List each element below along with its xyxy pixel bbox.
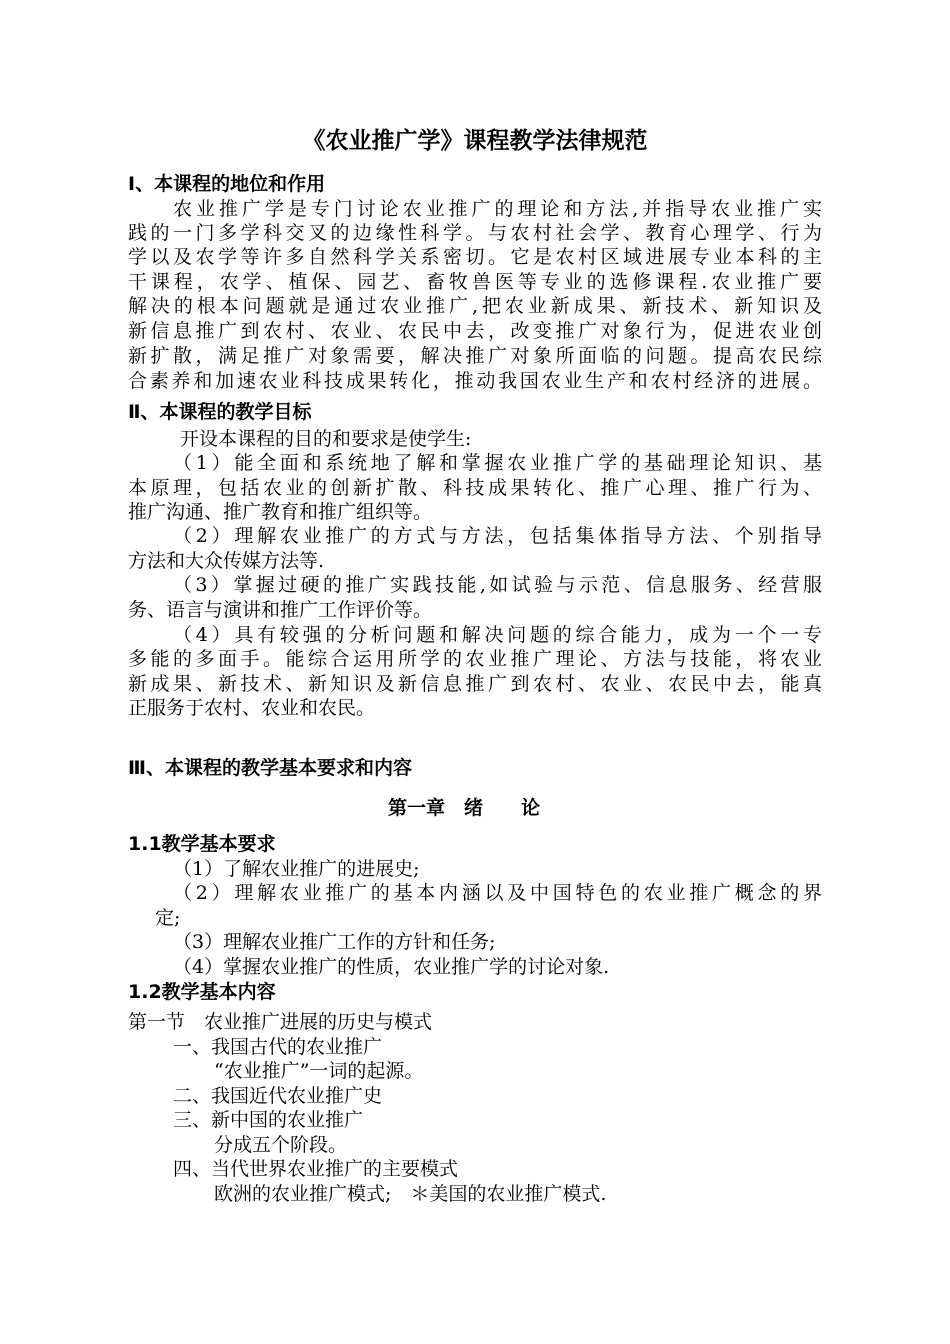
requirement-line: （2）理解农业推广的基本内涵以及中国特色的农业推广概念的界 (173, 882, 822, 904)
paragraph-line: 开设本课程的目的和要求是使学生: (180, 428, 472, 450)
requirement-line: （1）了解农业推广的进展史; (173, 858, 420, 880)
paragraph-line: 方法和大众传媒方法等. (128, 550, 325, 572)
document-title: 《农业推广学》课程教学法律规范 (302, 128, 648, 154)
requirement-line: （3）理解农业推广工作的方针和任务; (173, 931, 496, 953)
section-2-heading: Ⅱ、本课程的教学目标 (128, 401, 312, 423)
paragraph-line: （3）掌握过硬的推广实践技能,如试验与示范、信息服务、经营服 (173, 574, 822, 596)
content-line: 第一节 农业推广进展的历史与模式 (128, 1011, 433, 1033)
content-line: 二、我国近代农业推广史 (173, 1085, 383, 1107)
requirement-line: （4）掌握农业推广的性质，农业推广学的讨论对象. (173, 956, 610, 978)
subsection-heading: 1.2教学基本内容 (128, 981, 276, 1003)
paragraph-line: 学以及农学等许多自然科学关系密切。它是农村区域进展专业本科的主 (128, 246, 822, 268)
paragraph-line: 新信息推广到农村、农业、农民中去，改变推广对象行为，促进农业创 (128, 320, 822, 342)
paragraph-line: 新成果、新技术、新知识及新信息推广到农村、农业、农民中去，能真 (128, 673, 822, 695)
paragraph-line: 推广沟通、推广教育和推广组织等。 (128, 501, 433, 523)
paragraph-line: 新扩散，满足推广对象需要，解决推广对象所面临的问题。提高农民综 (128, 345, 822, 367)
paragraph-line: （4）具有较强的分析问题和解决问题的综合能力，成为一个一专 (173, 624, 822, 646)
subsection-heading: 1.1教学基本要求 (128, 833, 276, 855)
content-line: 三、新中国的农业推广 (173, 1109, 364, 1131)
paragraph-line: 合素养和加速农业科技成果转化，推动我国农业生产和农村经济的进展。 (128, 370, 822, 392)
paragraph-line: 干课程，农学、植保、园艺、畜牧兽医等专业的选修课程.农业推广要 (128, 271, 822, 293)
paragraph-line: 正服务于农村、农业和农民。 (128, 697, 376, 719)
paragraph-line: 解决的根本问题就是通过农业推广,把农业新成果、新技术、新知识及 (128, 295, 822, 317)
paragraph-line: 践的一门多学科交叉的边缘性科学。与农村社会学、教育心理学、行为 (128, 222, 822, 244)
section-1-heading: Ⅰ、本课程的地位和作用 (128, 173, 326, 195)
content-line: 一、我国古代的农业推广 (173, 1036, 383, 1058)
section-3-heading: Ⅲ、本课程的教学基本要求和内容 (128, 757, 412, 779)
requirement-line: 定; (155, 907, 181, 929)
paragraph-line: 多能的多面手。能综合运用所学的农业推广理论、方法与技能，将农业 (128, 648, 822, 670)
content-line: “农业推广”一词的起源。 (214, 1060, 424, 1082)
paragraph-line: 务、语言与演讲和推广工作评价等。 (128, 599, 433, 621)
content-line: 分成五个阶段。 (214, 1134, 348, 1156)
paragraph-line: （1）能全面和系统地了解和掌握农业推广学的基础理论知识、基 (173, 452, 822, 474)
content-line: 四、当代世界农业推广的主要模式 (173, 1158, 459, 1180)
chapter-heading: 第一章 绪 论 (388, 797, 541, 819)
paragraph-line: 本原理，包括农业的创新扩散、科技成果转化、推广心理、推广行为、 (128, 477, 822, 499)
paragraph-line: 农业推广学是专门讨论农业推广的理论和方法,并指导农业推广实 (173, 198, 822, 220)
content-line: 欧洲的农业推广模式; ＊美国的农业推广模式. (214, 1183, 607, 1205)
paragraph-line: （2）理解农业推广的方式与方法，包括集体指导方法、个别指导 (173, 525, 822, 547)
